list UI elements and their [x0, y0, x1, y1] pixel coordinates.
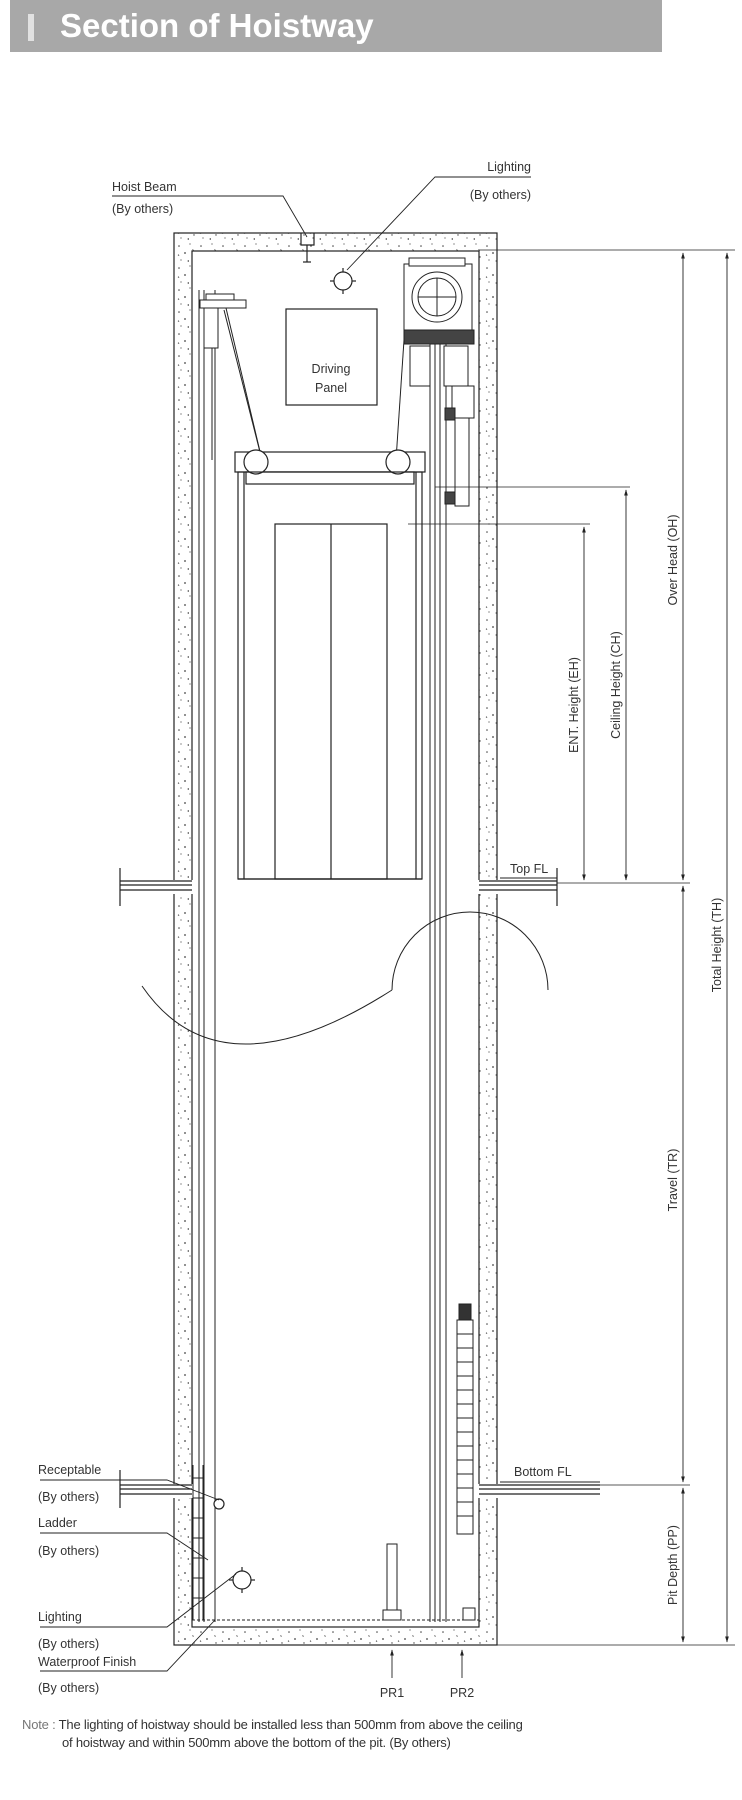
hoist-beam-sub-label: (By others): [112, 202, 174, 216]
top-lighting-sub-label: (By others): [469, 188, 531, 202]
ceiling-height-label: Ceiling Height (CH): [609, 631, 623, 739]
dimension-lines: [584, 253, 727, 1642]
travel-label: Travel (TR): [666, 1148, 680, 1212]
overhead-label: Over Head (OH): [666, 514, 680, 606]
pr1-label: PR1: [379, 1686, 405, 1700]
receptable-label: Receptable: [38, 1463, 102, 1477]
hoist-beam-label: Hoist Beam: [112, 180, 177, 194]
waterproof-finish-sub-label: (By others): [38, 1681, 100, 1695]
page-title: Section of Hoistway: [60, 7, 374, 44]
pr2-label: PR2: [449, 1686, 475, 1700]
pit-depth-label: Pit Depth (PP): [666, 1525, 680, 1605]
receptable-sub-label: (By others): [38, 1490, 100, 1504]
hoistway-walls: [174, 233, 497, 1645]
note-prefix: Note :: [22, 1717, 56, 1732]
total-height-label: Total Height (TH): [710, 897, 724, 993]
ladder-label: Ladder: [38, 1516, 77, 1530]
counterweight-spring: [457, 1304, 473, 1534]
note-line-2: of hoistway and within 500mm above the bottom of the pit. (By others): [62, 1735, 451, 1750]
ladder-sub-label: (By others): [38, 1544, 100, 1558]
pit-lighting-label: Lighting: [38, 1610, 82, 1624]
car-crosshead: [235, 450, 425, 484]
driving-panel-label-2: Panel: [315, 381, 347, 395]
driving-panel: [286, 309, 377, 405]
top-lighting-label: Lighting: [487, 160, 531, 174]
receptable-symbol: [214, 1499, 224, 1509]
top-floor-label: Top FL: [510, 862, 549, 876]
bottom-floor-label: Bottom FL: [514, 1465, 572, 1479]
driving-panel-label-1: Driving: [311, 362, 351, 376]
ent-height-label: ENT. Height (EH): [567, 657, 581, 753]
pit-lighting-sub-label: (By others): [38, 1637, 100, 1651]
note-line-1: The lighting of hoistway should be installed less than 500mm from above the ceiling: [58, 1717, 523, 1732]
note-text: [22, 1716, 662, 1752]
waterproof-finish-label: Waterproof Finish: [38, 1655, 137, 1669]
